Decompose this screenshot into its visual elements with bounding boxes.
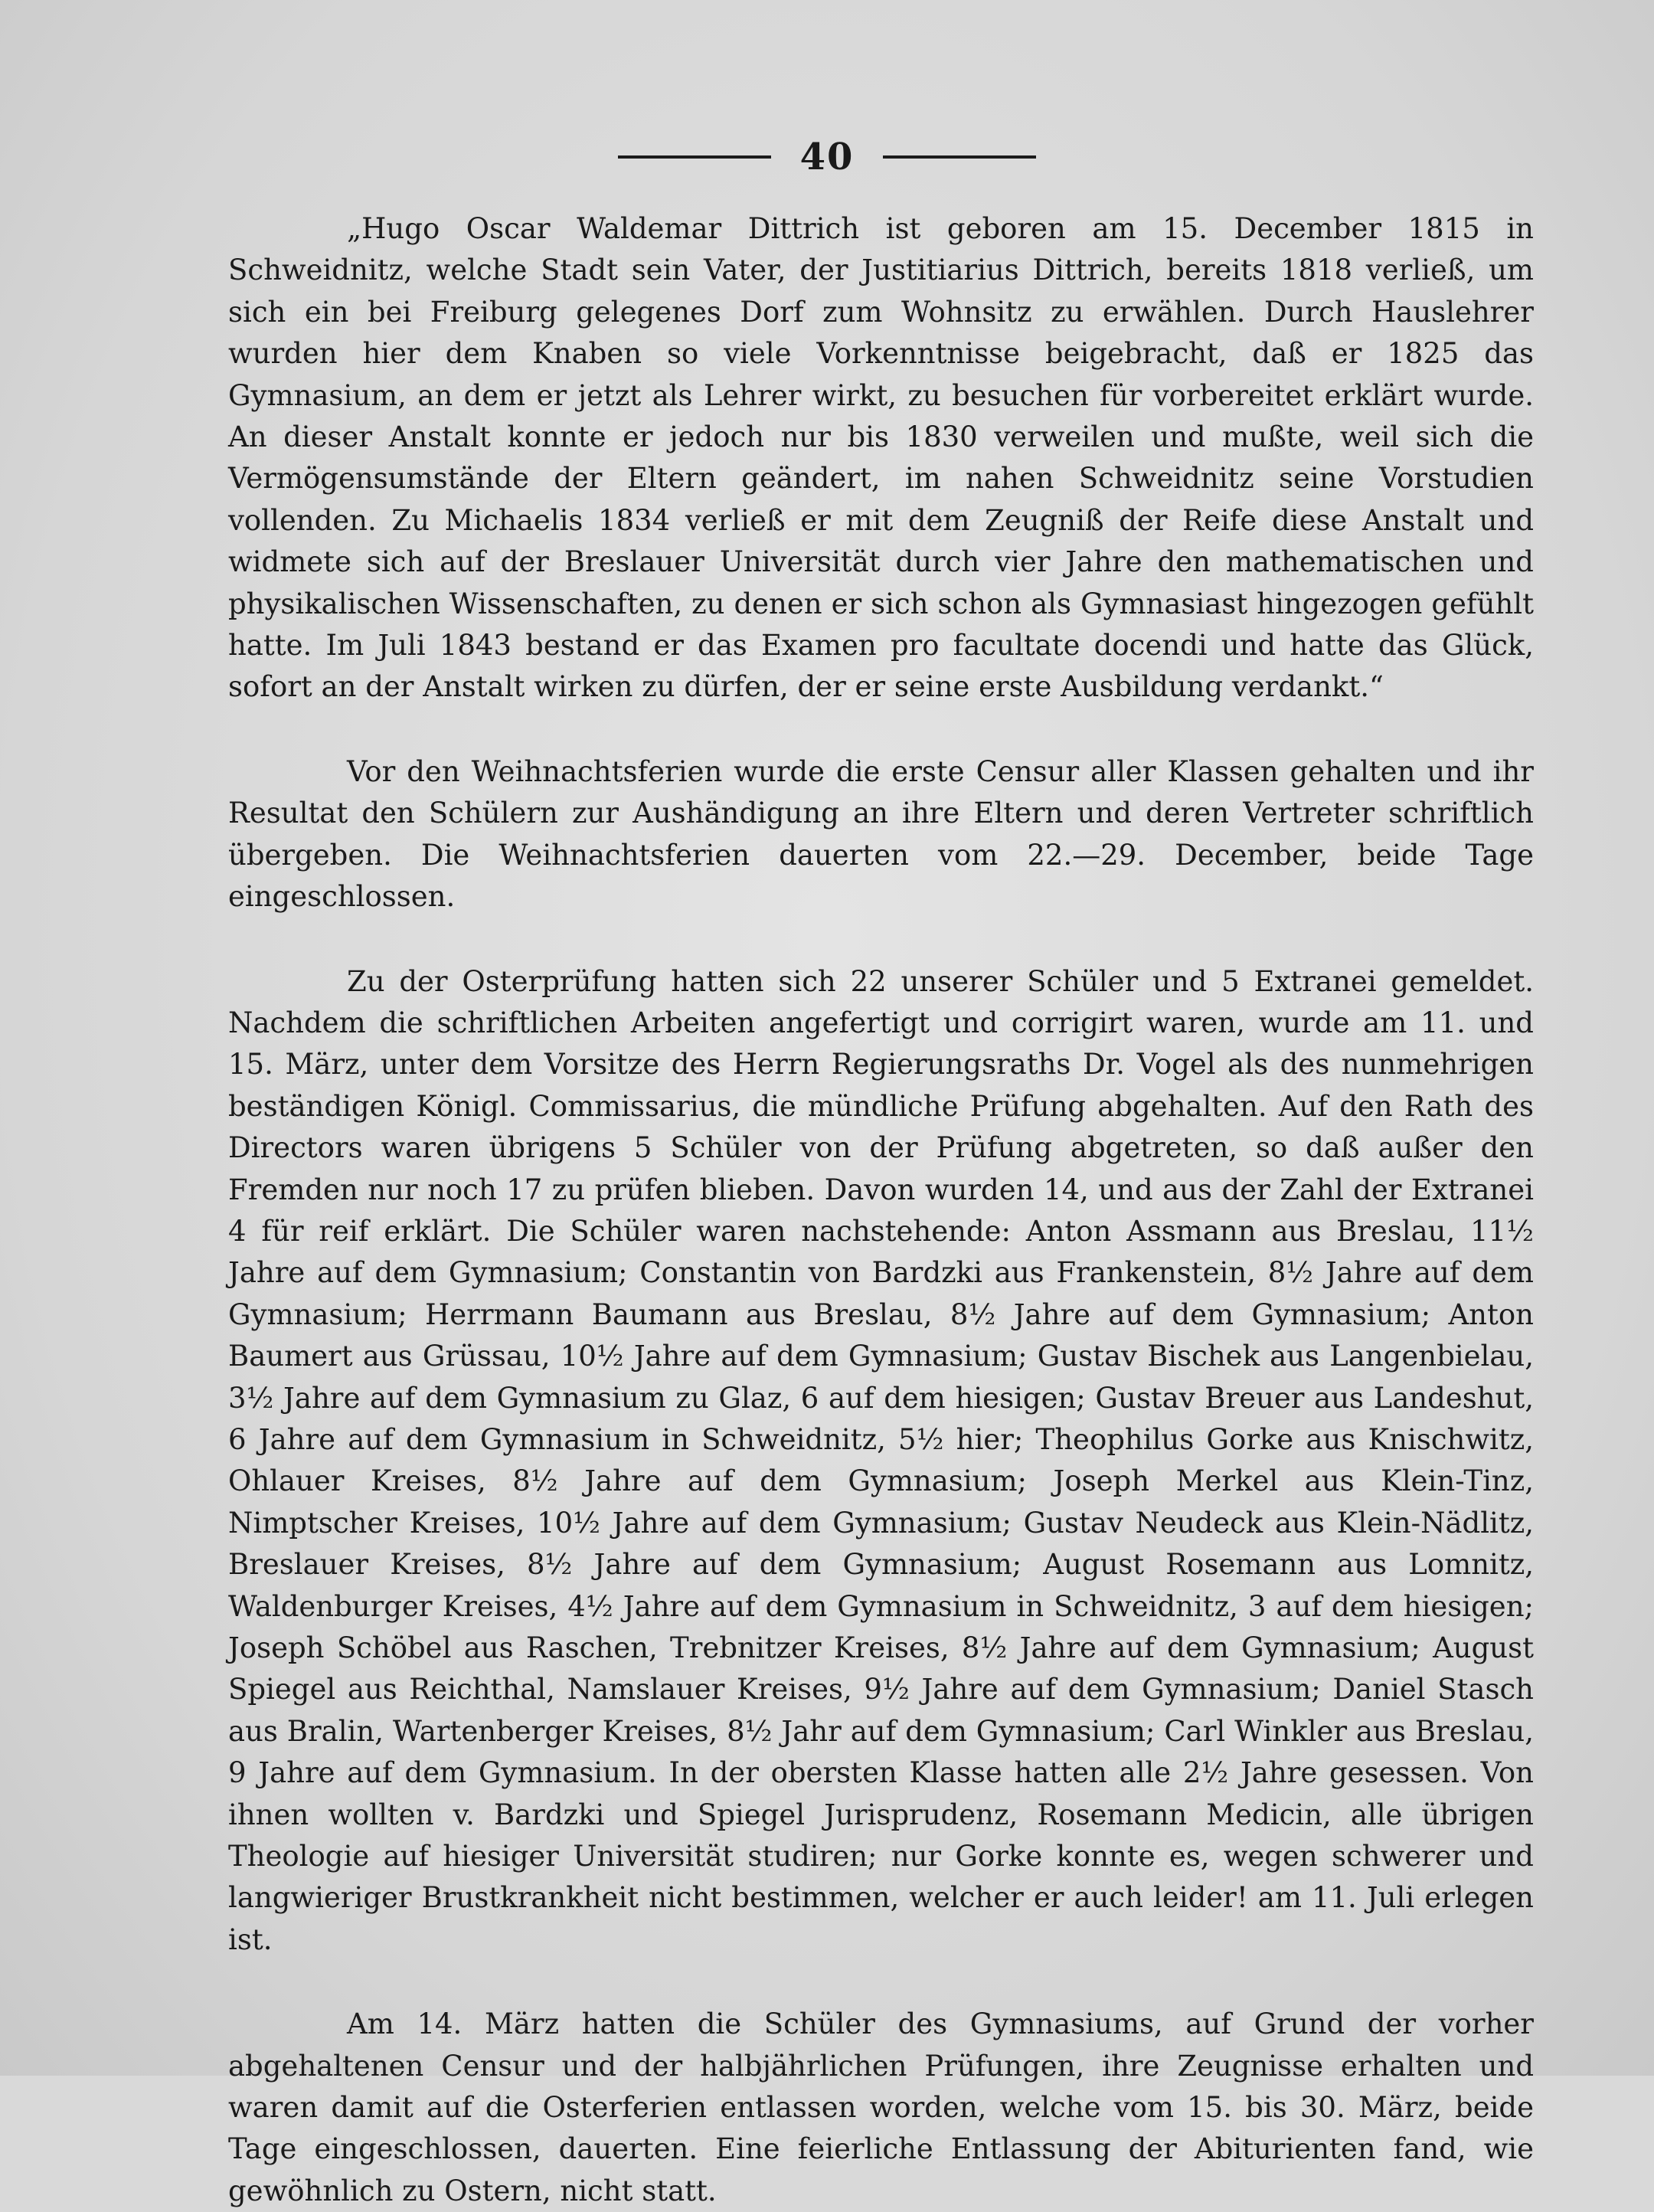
header-rule-right (883, 155, 1036, 159)
header-rule-left (618, 155, 771, 159)
paragraph-easter-examination: Zu der Osterprüfung hatten sich 22 unserer Schüler und 5 Extranei gemeldet. Nachdem die schriftlichen Arbeiten angefertigt und corrigirt waren, wurde am 11. und 15. März, unter dem Vorsitze des Herrn Regierungsraths Dr. Vogel als des nunmehrigen beständigen Königl. Commissarius, die mündliche Prüfung abgehalten. Auf den Rath des Directors waren übrigens 5 Schüler von der Prüfung abgetreten, so daß außer den Fremden nur noch 17 zu prüfen blieben. Davon wurden 14, und aus der Zahl der Extranei 4 für reif erklärt. Die Schüler waren nachstehende: Anton Assmann aus Breslau, 11½ Jahre auf dem Gymnasium; Constantin von Bardzki aus Frankenstein, 8½ Jahre auf dem Gymnasium; Herrmann Baumann aus Breslau, 8½ Jahre auf dem Gymnasium; Anton Baumert aus Grüssau, 10½ Jahre auf dem Gymnasium; Gustav Bischek aus Langenbielau, 3½ Jahre auf dem Gymnasium zu Glaz, 6 auf dem hiesigen; Gustav Breuer aus Landeshut, 6 Jahre auf dem Gymnasium in Schweidnitz, 5½ hier; Theophilus Gorke aus Knischwitz, Ohlauer Kreises, 8½ Jahre auf dem Gymnasium; Joseph Merkel aus Klein-Tinz, Nimptscher Kreises, 10½ Jahre auf dem Gymnasium; Gustav Neudeck aus Klein-Nädlitz, Breslauer Kreises, 8½ Jahre auf dem Gymnasium; August Rosemann aus Lomnitz, Waldenburger Kreises, 4½ Jahre auf dem Gymnasium in Schweidnitz, 3 auf dem hiesigen; Joseph Schöbel aus Raschen, Trebnitzer Kreises, 8½ Jahre auf dem Gymnasium; August Spiegel aus Reichthal, Namslauer Kreises, 9½ Jahre auf dem Gymnasium; Daniel Stasch aus Bralin, Wartenberger Kreises, 8½ Jahr auf dem Gymnasium; Carl Winkler aus Breslau, 9 Jahre auf dem Gymnasium. In der obersten Klasse hatten alle 2½ Jahre gesessen. Von ihnen wollten v. Bardzki und Spiegel Jurisprudenz, Rosemann Medicin, alle übrigen Theologie auf hiesiger Universität studiren; nur Gorke konnte es, wegen schwerer und langwieriger Brustkrankheit nicht bestimmen, welcher er auch leider! am 11. Juli erlegen ist. (228, 964, 1534, 1956)
paragraph-biography: „Hugo Oscar Waldemar Dittrich ist geboren am 15. December 1815 in Schweidnitz, welche Stadt sein Vater, der Justitiarius Dittrich, bereits 1818 verließ, um sich ein bei Freiburg gelegenes Dorf zum Wohnsitz zu erwählen. Durch Hauslehrer wurden hier dem Knaben so viele Vorkenntnisse beigebracht, daß er 1825 das Gymnasium, an dem er jetzt als Lehrer wirkt, zu besuchen für vorbereitet erklärt wurde. An dieser Anstalt konnte er jedoch nur bis 1830 verweilen und mußte, weil sich die Vermögensumstände der Eltern geändert, im nahen Schweidnitz seine Vorstudien vollenden. Zu Michaelis 1834 verließ er mit dem Zeugniß der Reife diese Anstalt und widmete sich auf der Breslauer Universität durch vier Jahre den mathematischen und physikalischen Wissenschaften, zu denen er sich schon als Gymnasiast hingezogen gefühlt hatte. Im Juli 1843 bestand er das Examen pro facultate docendi und hatte das Glück, sofort an der Anstalt wirken zu dürfen, der er seine erste Ausbildung verdankt.“ (228, 212, 1534, 704)
body-text (228, 208, 1534, 2212)
page-number: 40 (799, 136, 855, 178)
page-header (0, 126, 1654, 188)
paragraph-easter-holidays: Am 14. März hatten die Schüler des Gymnasiums, auf Grund der vorher abgehaltenen Censur und der halbjährlichen Prüfungen, ihre Zeugnisse erhalten und waren damit auf die Osterferien entlassen worden, welche vom 15. bis 30. März, beide Tage eingeschlossen, dauerten. Eine feierliche Entlassung der Abiturienten fand, wie gewöhnlich zu Ostern, nicht statt. (228, 2007, 1534, 2207)
paragraph-christmas-holidays: Vor den Weihnachtsferien wurde die erste Censur aller Klassen gehalten und ihr Resultat den Schülern zur Aushändigung an ihre Eltern und deren Vertreter schriftlich übergeben. Die Weihnachtsferien dauerten vom 22.—29. December, beide Tage eingeschlossen. (228, 754, 1534, 914)
